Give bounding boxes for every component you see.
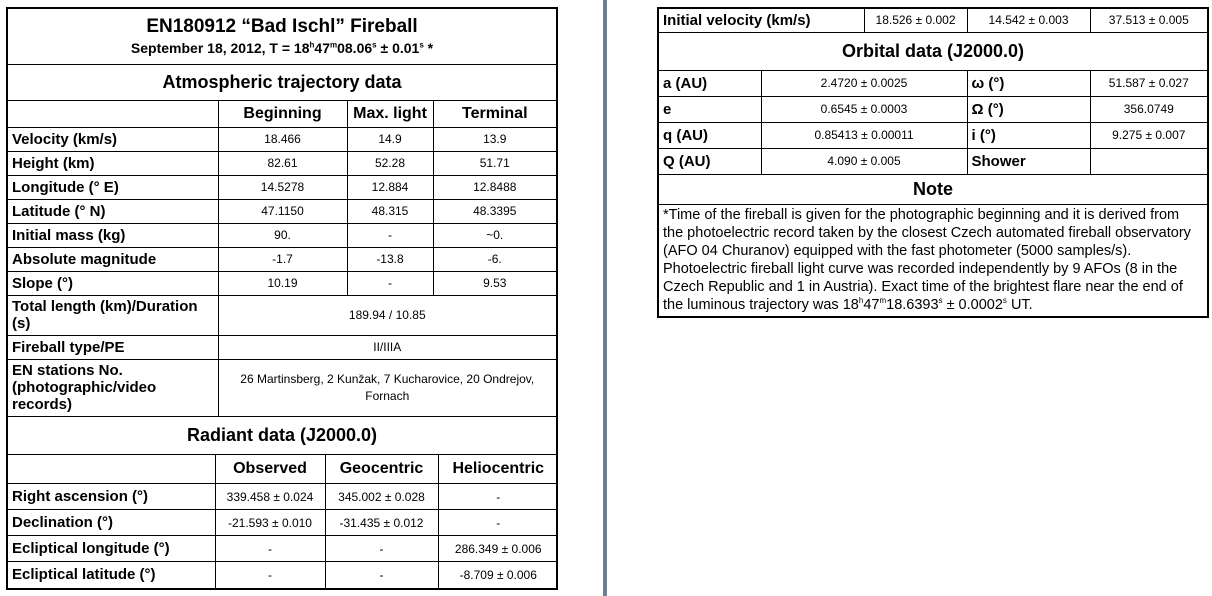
table-cell: 51.587 ± 0.027 xyxy=(1090,70,1208,96)
total-length-label: Total length (km)/Duration (s) xyxy=(7,295,218,335)
col-header-observed: Observed xyxy=(215,455,325,484)
table-cell: 356.0749 xyxy=(1090,96,1208,122)
table-row xyxy=(7,359,557,416)
table-cell: 4.090 ± 0.005 xyxy=(761,148,967,174)
table-cell: - xyxy=(215,536,325,562)
table-row xyxy=(7,127,557,151)
table-cell: - xyxy=(438,510,557,536)
table-cell: - xyxy=(325,536,438,562)
row-label: Ecliptical latitude (°) xyxy=(8,562,215,588)
table-cell: 12.884 xyxy=(347,175,433,199)
table-cell: - xyxy=(325,562,438,588)
table-cell: - xyxy=(347,271,433,295)
table-cell: 37.513 ± 0.005 xyxy=(1090,8,1208,32)
page-subtitle: September 18, 2012, $T = 18^h47^m08.06^s \pm 0.01^s$ * xyxy=(130,39,434,56)
table-cell: 12.8488 xyxy=(433,175,557,199)
table-cell: 14.5278 xyxy=(218,175,347,199)
col-header-max-light: Max. light xyxy=(347,100,433,127)
row-label: Slope (°) xyxy=(7,271,218,295)
note-text: *Time of the fireball is given for the photographic beginning and it is derived from the photoelectric record taken by the closest Czech automated fireball observatory (AFO 04 Churanov) equipped with the fast photometer (5000 samples/s). Photoelectric fireball light curve was recorded independently by 9 AFOs (8 in the Czech Republic and 1 in Austria). Exact time of the brightest flare near the end of the luminous trajectory was $18^h47^m18.6393^s \pm 0.0002^s$ UT. xyxy=(658,204,1208,317)
table-cell: -21.593 ± 0.010 xyxy=(215,510,325,536)
table-cell: 14.9 xyxy=(347,127,433,151)
table-row xyxy=(658,148,1208,174)
stations-label: EN stations No. (photographic/video records) xyxy=(7,359,218,416)
title-cell xyxy=(7,8,557,64)
row-label: Shower xyxy=(967,148,1090,174)
fireball-type-value: II/IIIA xyxy=(218,335,557,359)
row-label: q (AU) xyxy=(658,122,761,148)
table-row xyxy=(658,122,1208,148)
row-label: Height (km) xyxy=(7,151,218,175)
row-label: Longitude (° E) xyxy=(7,175,218,199)
table-cell: -13.8 xyxy=(347,247,433,271)
fireball-type-label: Fireball type/PE xyxy=(7,335,218,359)
table-row xyxy=(658,8,1208,32)
table-cell: 90. xyxy=(218,223,347,247)
table-row xyxy=(658,70,1208,96)
table-cell: 9.53 xyxy=(433,271,557,295)
table-row xyxy=(7,271,557,295)
table-cell: 18.466 xyxy=(218,127,347,151)
row-label: Ω (°) xyxy=(967,96,1090,122)
table-row xyxy=(7,295,557,335)
table-cell: 52.28 xyxy=(347,151,433,175)
table-cell: 14.542 ± 0.003 xyxy=(967,8,1090,32)
table-cell: -31.435 ± 0.012 xyxy=(325,510,438,536)
initial-velocity-label: Initial velocity (km/s) xyxy=(658,8,864,32)
table-cell: 345.002 ± 0.028 xyxy=(325,484,438,510)
table-cell: -1.7 xyxy=(218,247,347,271)
row-label: Declination (°) xyxy=(8,510,215,536)
table-cell: 47.1150 xyxy=(218,199,347,223)
table-cell: 13.9 xyxy=(433,127,557,151)
row-label: ω (°) xyxy=(967,70,1090,96)
col-header-geocentric: Geocentric xyxy=(325,455,438,484)
table-row xyxy=(658,96,1208,122)
table-row xyxy=(7,223,557,247)
atmospheric-section-title: Atmospheric trajectory data xyxy=(7,64,557,100)
table-cell: 48.315 xyxy=(347,199,433,223)
table-row xyxy=(7,199,557,223)
table-cell: 286.349 ± 0.006 xyxy=(438,536,557,562)
row-label: Right ascension (°) xyxy=(8,484,215,510)
table-row xyxy=(8,510,557,536)
table-cell: 48.3395 xyxy=(433,199,557,223)
table-row xyxy=(7,151,557,175)
radiant-table xyxy=(8,455,557,588)
col-header-beginning: Beginning xyxy=(218,100,347,127)
radiant-header-blank xyxy=(8,455,215,484)
table-row xyxy=(8,536,557,562)
table-cell: -8.709 ± 0.006 xyxy=(438,562,557,588)
total-length-value: 189.94 / 10.85 xyxy=(218,295,557,335)
table-cell: -6. xyxy=(433,247,557,271)
table-cell: 82.61 xyxy=(218,151,347,175)
col-header-terminal: Terminal xyxy=(433,100,557,127)
table-cell: - xyxy=(438,484,557,510)
table-cell: - xyxy=(215,562,325,588)
row-label: i (°) xyxy=(967,122,1090,148)
fireball-left-table xyxy=(6,7,558,590)
table-row xyxy=(8,484,557,510)
row-label: Velocity (km/s) xyxy=(7,127,218,151)
atmospheric-header-blank xyxy=(7,100,218,127)
table-cell: 0.6545 ± 0.0003 xyxy=(761,96,967,122)
table-cell: 10.19 xyxy=(218,271,347,295)
radiant-section-title: Radiant data (J2000.0) xyxy=(7,416,557,454)
table-row xyxy=(7,175,557,199)
stations-value: 26 Martinsberg, 2 Kunžak, 7 Kucharovice, 20 Ondrejov, Fornach xyxy=(218,359,557,416)
table-cell: 339.458 ± 0.024 xyxy=(215,484,325,510)
table-cell: 2.4720 ± 0.0025 xyxy=(761,70,967,96)
table-cell: 0.85413 ± 0.00011 xyxy=(761,122,967,148)
table-cell: - xyxy=(347,223,433,247)
fireball-right-table xyxy=(657,7,1209,318)
row-label: Q (AU) xyxy=(658,148,761,174)
page-title: EN180912 “Bad Ischl” Fireball xyxy=(146,15,418,37)
table-row xyxy=(7,335,557,359)
orbital-section-title: Orbital data (J2000.0) xyxy=(658,32,1208,70)
table-row xyxy=(8,562,557,588)
table-cell: ~0. xyxy=(433,223,557,247)
col-header-heliocentric: Heliocentric xyxy=(438,455,557,484)
row-label: a (AU) xyxy=(658,70,761,96)
table-cell: 9.275 ± 0.007 xyxy=(1090,122,1208,148)
table-cell: 51.71 xyxy=(433,151,557,175)
table-cell: 18.526 ± 0.002 xyxy=(864,8,967,32)
row-label: Absolute magnitude xyxy=(7,247,218,271)
table-cell xyxy=(1090,148,1208,174)
row-label: Initial mass (kg) xyxy=(7,223,218,247)
row-label: e xyxy=(658,96,761,122)
note-section-title: Note xyxy=(658,174,1208,204)
row-label: Latitude (° N) xyxy=(7,199,218,223)
panel-divider xyxy=(603,0,607,596)
row-label: Ecliptical longitude (°) xyxy=(8,536,215,562)
table-row xyxy=(7,247,557,271)
